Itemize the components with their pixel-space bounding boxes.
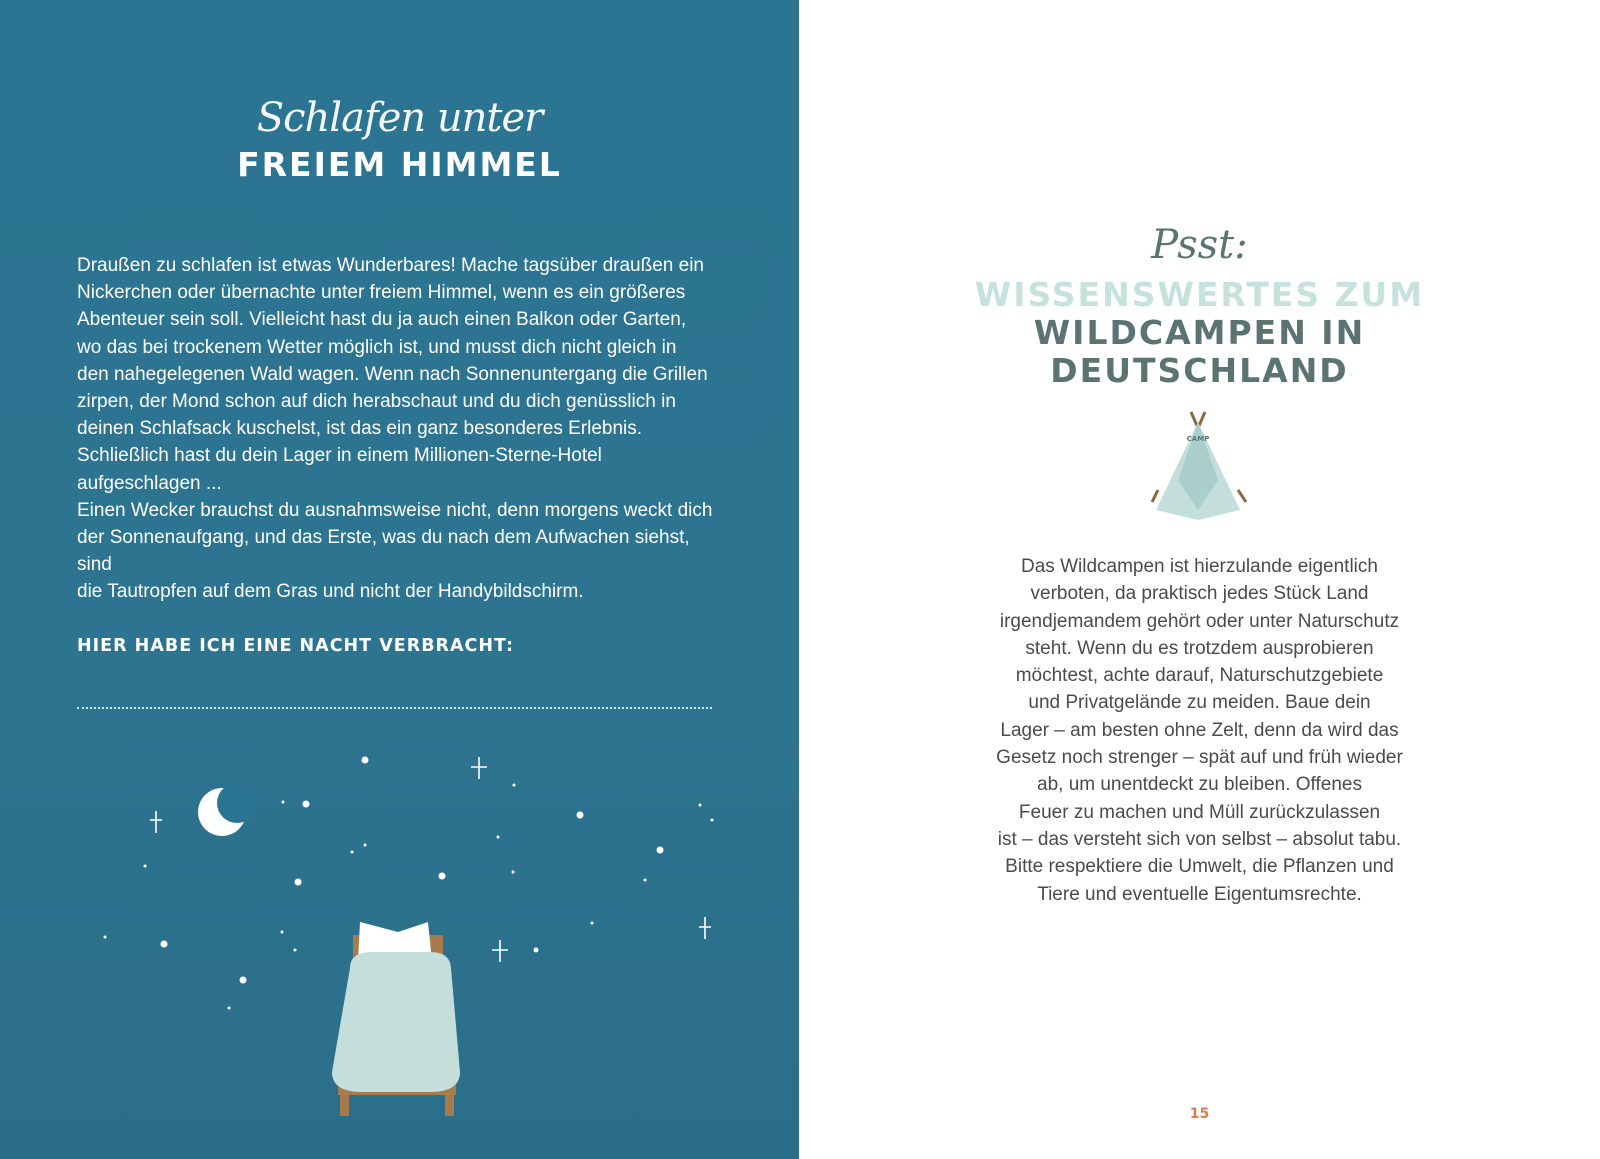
body-line: der Sonnenaufgang, und das Erste, was du nach dem Aufwachen siehst, sind — [77, 527, 690, 576]
body-line: Nickerchen oder übernachte unter freiem Himmel, wenn es ein größeres — [77, 282, 686, 304]
bed-icon — [332, 922, 460, 1116]
info-line: Das Wildcampen ist hierzulande eigentlich — [1021, 556, 1378, 577]
tent-label: CAMP — [1186, 435, 1210, 443]
body-line: zirpen, der Mond schon auf dich herabschaut und du dich genüsslich in — [77, 391, 676, 413]
info-line: Feuer zu machen und Müll zurückzulassen — [1018, 801, 1381, 823]
body-line: deinen Schlafsack kuschelst, ist das ein ganz besonderes Erlebnis. — [77, 418, 643, 440]
left-page — [0, 0, 799, 1159]
body-line: die Tautropfen auf dem Gras und nicht der Handybildschirm. — [77, 581, 584, 603]
heading-line-3: DEUTSCHLAND — [1050, 351, 1349, 390]
heading-line-1: WISSENSWERTES ZUM — [974, 275, 1425, 314]
psst-script: Psst: — [1151, 222, 1248, 268]
info-text — [799, 553, 1600, 908]
info-line: Tiere und eventuelle Eigentumsrechte. — [1037, 883, 1362, 905]
body-line: wo das bei trockenem Wetter möglich ist, und musst dich nicht gleich in — [77, 336, 677, 358]
info-line: verboten, da praktisch jedes Stück Land — [1030, 583, 1369, 605]
info-line: Bitte respektiere die Umwelt, die Pflanzen und — [1005, 856, 1394, 878]
info-line: irgendjemandem gehört oder unter Naturschutz — [999, 610, 1400, 632]
body-line: Draußen zu schlafen ist etwas Wunderbares! Mache tagsüber draußen ein — [77, 255, 704, 276]
body-line: Einen Wecker brauchst du ausnahmsweise nicht, denn morgens weckt dich — [77, 499, 713, 521]
page-number: 15 — [1189, 1106, 1210, 1122]
body-line: den nahegelegenen Wald wagen. Wenn nach Sonnenuntergang die Grillen — [77, 363, 708, 385]
body-text — [77, 252, 727, 606]
info-line: Gesetz noch strenger – spät auf und früh wieder — [996, 747, 1403, 769]
night-sky-illustration — [0, 730, 799, 1159]
info-line: ab, um unentdeckt zu bleiben. Offenes — [1037, 774, 1362, 796]
blanket-icon — [332, 952, 460, 1092]
info-line: ist – das versteht sich von selbst – absolut tabu. — [997, 828, 1402, 850]
heading-line-2: WILDCAMPEN IN — [1033, 313, 1366, 352]
info-line: und Privatgelände zu meiden. Baue dein — [1028, 692, 1371, 714]
info-line: möchtest, achte darauf, Naturschutzgebiete — [1015, 665, 1384, 687]
info-line: steht. Wenn du es trotzdem ausprobieren — [1025, 637, 1374, 659]
fill-in-line[interactable] — [77, 707, 712, 709]
record-heading: HIER HABE ICH EINE NACHT VERBRACHT: — [77, 636, 515, 656]
body-line: Schließlich hast du dein Lager in einem Millionen-Sterne-Hotel — [77, 445, 602, 467]
body-line: Abenteuer sein soll. Vielleicht hast du ja auch einen Balkon oder Garten, — [77, 309, 687, 331]
title-script: Schlafen unter — [256, 95, 543, 141]
tipi-tent-icon — [1136, 410, 1260, 526]
moon-icon — [198, 783, 257, 836]
title-caps: FREIEM HIMMEL — [237, 145, 562, 184]
info-line: Lager – am besten ohne Zelt, denn da wird das — [1000, 719, 1399, 741]
body-line: aufgeschlagen ... — [77, 472, 222, 494]
right-page — [799, 0, 1600, 1159]
